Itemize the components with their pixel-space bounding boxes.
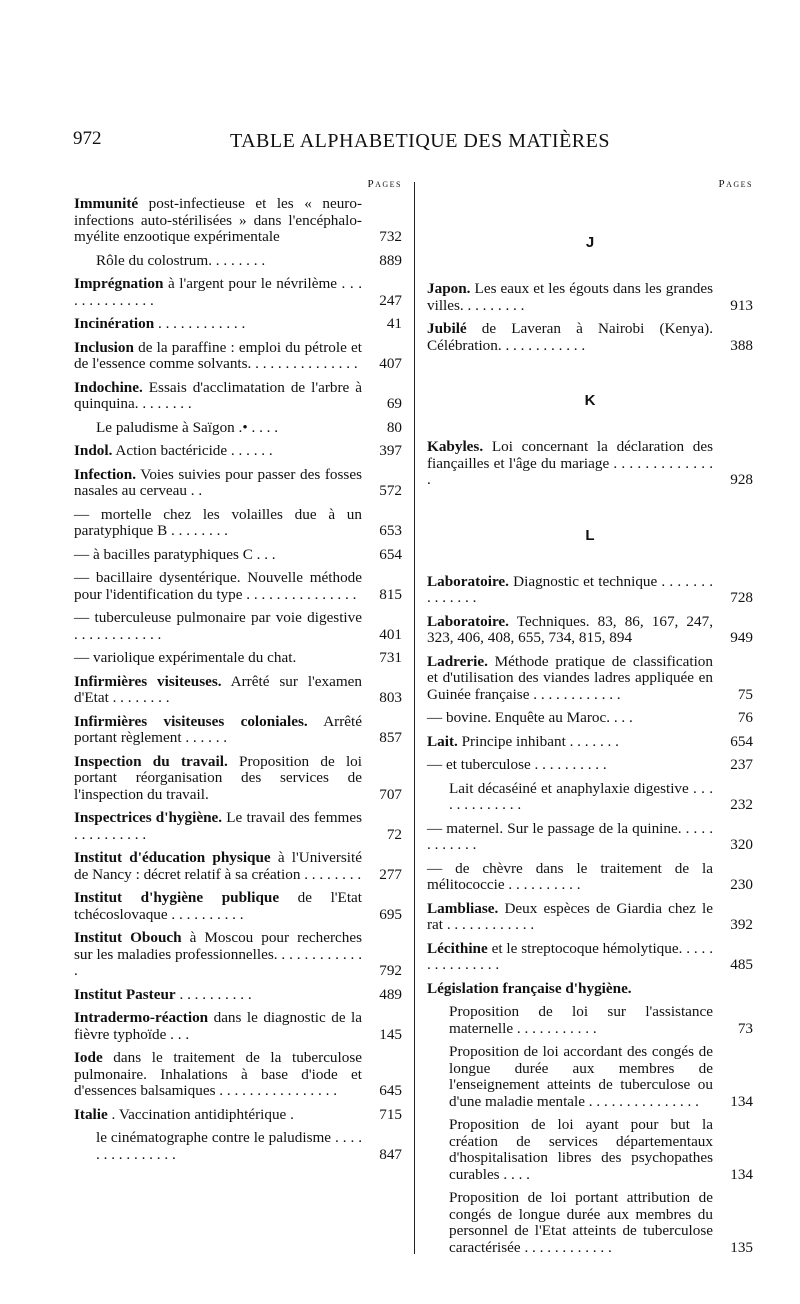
index-entry	[74, 674, 402, 707]
entry-description: — mortelle chez les volailles due à un paratyphique B . . . . . . . .	[74, 505, 362, 539]
entry-heading: Institut Obouch	[74, 929, 182, 946]
entry-text	[74, 810, 362, 843]
entry-text	[74, 1050, 362, 1100]
index-entry	[427, 439, 753, 489]
pages-label: Pages	[718, 178, 753, 190]
entry-page-number: 388	[730, 336, 753, 354]
entry-page-number: 277	[379, 865, 402, 883]
index-entry	[427, 1190, 753, 1256]
entry-page-number: 707	[379, 785, 402, 803]
entry-description: Le paludisme à Saïgon .• . . . .	[96, 418, 279, 436]
entry-text	[427, 757, 713, 774]
entry-heading: Institut Pasteur	[74, 985, 176, 1003]
left-column	[74, 178, 402, 1170]
entry-text	[74, 253, 362, 270]
entry-heading: Laboratoire.	[427, 612, 509, 630]
entry-text	[427, 734, 713, 751]
index-entry	[74, 380, 402, 413]
entry-page-number: 73	[737, 1019, 753, 1037]
column-divider	[414, 182, 415, 1254]
index-entry	[427, 861, 753, 894]
entry-text	[74, 570, 362, 603]
entry-description: — et tuberculose . . . . . . . . . .	[427, 756, 607, 773]
entry-text	[74, 890, 362, 923]
page-title: TABLE ALPHABETIQUE DES MATIÈRES	[229, 130, 610, 152]
entry-heading: Infection.	[74, 465, 137, 483]
index-entry	[427, 574, 753, 607]
entry-page-number: 230	[730, 876, 753, 893]
entry-description: — bovine. Enquête au Maroc. . . .	[427, 709, 633, 726]
entry-text	[74, 850, 362, 883]
entry-description: . Vaccination antidiphtérique .	[107, 1105, 294, 1123]
index-entry	[427, 781, 753, 814]
entry-description: — bacillaire dysentérique. Nouvelle méthode pour l'identification du type . . . . . . . . . . . . . . .	[74, 569, 362, 603]
entry-description: post-infectieuse et les « neuro-infections auto-stérilisées » dans l'encéphalo-myélite enzootique expérimentale	[74, 195, 362, 245]
entry-text	[427, 981, 713, 998]
entry-page-number: 69	[386, 395, 402, 412]
entry-page-number: 232	[730, 796, 753, 813]
section-letter: K	[584, 392, 596, 409]
entry-description: Proposition de loi accordant des congés de longue durée aux membres de l'enseignement atteints de tuberculose ou d'une maladie mentale . . . . . . . . . . . . . . .	[449, 1043, 713, 1110]
entry-heading: Intradermo-réaction	[74, 1009, 209, 1026]
entry-description: Méthode pratique de classification et d'utilisation des viandes ladres appliquée en Guinée française . . . . . . . . . . . .	[427, 652, 713, 703]
entry-description: de l'Etat tchécoslovaque . . . . . . . . . .	[74, 889, 362, 923]
index-entry	[427, 1044, 753, 1110]
index-entry	[74, 810, 402, 843]
entry-heading: Institut d'éducation physique	[74, 849, 271, 866]
entry-description: Principe inhibant . . . . . . .	[457, 732, 619, 750]
entry-text	[427, 821, 713, 854]
index-entry	[74, 253, 402, 270]
index-entry	[427, 710, 753, 727]
index-entry	[427, 821, 753, 854]
entry-description: Proposition de loi sur l'assistance maternelle . . . . . . . . . . .	[449, 1003, 713, 1037]
entry-text	[74, 443, 362, 460]
entry-text	[427, 614, 713, 647]
index-entry	[427, 1004, 753, 1037]
left-entries	[74, 196, 402, 1163]
entry-page-number: 654	[730, 732, 753, 750]
index-entry	[74, 650, 402, 667]
index-entry	[427, 981, 753, 998]
entry-page-number: 247	[379, 291, 402, 309]
entry-text	[74, 380, 362, 413]
index-entry	[74, 420, 402, 437]
entry-text	[427, 901, 713, 934]
entry-heading: Iode	[74, 1049, 103, 1066]
entry-page-number: 489	[379, 985, 402, 1003]
entry-description: — variolique expérimentale du chat.	[74, 649, 297, 666]
entry-description: Loi concernant la déclaration des fiançailles et l'âge du mariage . . . . . . . . . . . . . .	[427, 438, 713, 488]
entry-page-number: 889	[379, 251, 402, 269]
entry-page-number: 397	[379, 442, 402, 459]
entry-description: . . . . . . . . . .	[175, 985, 252, 1003]
index-entry	[427, 901, 753, 934]
entry-page-number: 401	[379, 625, 402, 643]
index-entry	[427, 654, 753, 704]
entry-description: Voies suivies pour passer des fosses nasales au cerveau . .	[74, 465, 362, 499]
entry-heading: Législation française d'hygiène.	[427, 979, 632, 997]
index-entry	[427, 757, 753, 774]
entry-page-number: 731	[379, 649, 402, 666]
entry-heading: Japon.	[427, 280, 471, 297]
entry-page-number: 75	[737, 685, 753, 703]
entry-page-number: 815	[379, 585, 402, 603]
index-entry	[74, 570, 402, 603]
index-entry	[74, 850, 402, 883]
entry-description: à l'argent pour le névrilème . . . . . . . . . . . . . .	[74, 275, 362, 309]
entry-page-number: 41	[386, 315, 402, 332]
entry-page-number: 857	[379, 729, 402, 746]
entry-text	[74, 196, 362, 246]
entry-text	[427, 654, 713, 704]
entry-heading: Imprégnation	[74, 275, 164, 292]
entry-heading: Lambliase.	[427, 899, 499, 917]
entry-description: Diagnostic et technique . . . . . . . . . . . . . .	[427, 572, 713, 606]
entry-page-number: 76	[737, 709, 753, 726]
entry-text	[74, 610, 362, 643]
index-entry	[427, 941, 753, 974]
entry-description: Lait décaséiné et anaphylaxie digestive . . . . . . . . . . . . .	[449, 779, 713, 813]
entry-page-number: 847	[379, 1145, 402, 1163]
index-entry	[427, 321, 753, 354]
entry-heading: Indochine.	[74, 378, 143, 396]
entry-description: Proposition de loi portant attribution de congés de longue durée aux membres du personnel de l'Etat atteints de tuberculose caractérisée . . . . . . . . . . . .	[449, 1189, 713, 1256]
index-entry	[74, 714, 402, 747]
entry-heading: Inspectrices d'hygiène.	[74, 809, 223, 826]
entry-text	[74, 547, 362, 564]
entry-description: Rôle du colostrum. . . . . . . .	[96, 251, 266, 269]
entry-page-number: 654	[379, 545, 402, 563]
entry-text	[427, 710, 713, 727]
entry-text	[427, 781, 713, 814]
entry-description: — tuberculeuse pulmonaire par voie digestive . . . . . . . . . . . .	[74, 609, 362, 643]
entry-text	[427, 281, 713, 314]
section-letter: J	[585, 234, 595, 251]
entry-text	[427, 574, 713, 607]
index-entry	[74, 340, 402, 373]
entry-text	[427, 861, 713, 894]
entry-page-number: 407	[379, 355, 402, 372]
entry-heading: Lécithine	[427, 939, 488, 957]
entry-text	[427, 321, 713, 354]
index-entry	[427, 734, 753, 751]
entry-text	[74, 420, 362, 437]
entry-heading: Incinération	[74, 315, 155, 332]
entry-description: Arrêté sur l'examen d'Etat . . . . . . . .	[74, 672, 363, 706]
entry-description: le cinématographe contre le paludisme . . . . . . . . . . . . . . .	[96, 1129, 362, 1163]
index-entry	[74, 754, 402, 804]
entry-page-number: 145	[379, 1025, 402, 1043]
entry-description: Le travail des femmes . . . . . . . . . .	[74, 809, 362, 843]
entry-description: — à bacilles paratyphiques C . . .	[74, 545, 276, 563]
entry-description: à l'Université de Nancy : décret relatif à sa création . . . . . . . .	[74, 849, 362, 883]
entry-text	[74, 650, 362, 667]
pages-label: Pages	[367, 178, 402, 190]
index-entry	[74, 547, 402, 564]
entry-heading: Lait.	[427, 732, 458, 750]
entry-page-number: 645	[379, 1082, 402, 1099]
entry-description: Action bactéricide . . . . . .	[112, 442, 273, 459]
entry-description: de Laveran à Nairobi (Kenya). Célébration. . . . . . . . . . . .	[427, 320, 713, 354]
index-entry	[74, 1130, 402, 1163]
entry-heading: Laboratoire.	[427, 572, 509, 590]
entry-page-number: 320	[730, 836, 753, 853]
entry-description: Techniques. 83, 86, 167, 247, 323, 406, 408, 655, 734, 815, 894	[427, 612, 713, 646]
right-column	[427, 178, 753, 1263]
entry-text	[74, 1107, 362, 1124]
entry-description: Essais d'acclimatation de l'arbre à quinquina. . . . . . . .	[74, 378, 362, 412]
entry-heading: Inspection du travail.	[74, 752, 228, 770]
entry-description: dans le diagnostic de la fièvre typhoïde . . .	[74, 1009, 362, 1043]
entry-heading: Infirmières visiteuses.	[74, 672, 222, 690]
page-number: 972	[73, 128, 102, 149]
entry-description: à Moscou pour recherches sur les maladies professionnelles. . . . . . . . . . . . .	[74, 929, 362, 979]
entry-text	[74, 276, 362, 309]
index-entry	[74, 890, 402, 923]
entry-text	[427, 1004, 713, 1037]
entry-text	[74, 754, 362, 804]
entry-text	[74, 1010, 362, 1043]
entry-description: Deux espèces de Giardia chez le rat . . . . . . . . . . . .	[427, 899, 713, 933]
index-entry	[427, 1117, 753, 1183]
entry-heading: Indol.	[74, 442, 113, 459]
index-entry	[74, 507, 402, 540]
entry-text	[74, 1130, 362, 1163]
entry-text	[74, 674, 362, 707]
index-entry	[74, 316, 402, 333]
entry-text	[427, 1044, 713, 1110]
index-entry	[74, 610, 402, 643]
entry-text	[74, 714, 362, 747]
entry-page-number: 913	[730, 296, 753, 314]
entry-page-number: 695	[379, 905, 402, 923]
entry-heading: Inclusion	[74, 338, 134, 356]
entry-text	[74, 340, 362, 373]
entry-page-number: 485	[730, 956, 753, 973]
entry-description: Proposition de loi portant réorganisation des services de l'inspection du travail.	[74, 752, 362, 803]
entry-text	[74, 930, 362, 980]
entry-description: Arrêté portant règlement . . . . . .	[74, 712, 362, 746]
entry-page-number: 135	[730, 1238, 753, 1256]
entry-description: — de chèvre dans le traitement de la mélitococcie . . . . . . . . . .	[427, 859, 713, 893]
entry-text	[74, 987, 362, 1004]
entry-text	[74, 316, 362, 333]
entry-page-number: 392	[730, 916, 753, 933]
index-entry	[74, 443, 402, 460]
index-entry	[74, 1010, 402, 1043]
entry-text	[74, 467, 362, 500]
entry-page-number: 134	[730, 1092, 753, 1110]
entry-description: . . . . . . . . . . . .	[154, 315, 246, 332]
entry-page-number: 803	[379, 689, 402, 706]
entry-heading: Italie	[74, 1105, 108, 1123]
section-letter: L	[585, 526, 595, 544]
entry-text	[427, 1190, 713, 1256]
entry-page-number: 715	[379, 1105, 402, 1123]
entry-page-number: 80	[386, 418, 402, 436]
entry-page-number: 653	[379, 522, 402, 539]
index-entry	[427, 614, 753, 647]
index-entry	[74, 1050, 402, 1100]
entry-heading: Kabyles.	[427, 438, 484, 455]
entry-page-number: 928	[730, 471, 753, 488]
entry-page-number: 792	[379, 962, 402, 979]
index-entry	[74, 276, 402, 309]
entry-description: dans le traitement de la tuberculose pulmonaire. Inhalations à base d'iode et d'essences balsamiques . . . . . . . . . . . . . . . .	[74, 1049, 362, 1099]
entry-description: Proposition de loi ayant pour but la création de services départementaux d'hospitalisation libres des psychopathes curables . . . .	[449, 1116, 713, 1183]
index-entry	[74, 930, 402, 980]
entry-heading: Immunité	[74, 195, 139, 212]
index-entry	[74, 1107, 402, 1124]
entry-page-number: 949	[730, 629, 753, 646]
entry-page-number: 728	[730, 589, 753, 606]
entry-page-number: 572	[379, 482, 402, 499]
entry-heading: Infirmières visiteuses coloniales.	[74, 712, 308, 730]
entry-page-number: 237	[730, 756, 753, 773]
entry-heading: Jubilé	[427, 320, 467, 337]
index-entry	[74, 196, 402, 246]
index-entry	[427, 281, 753, 314]
entry-description: et le streptocoque hémolytique. . . . . . . . . . . . . . .	[427, 939, 713, 973]
entry-page-number: 72	[386, 825, 402, 843]
index-entry	[74, 467, 402, 500]
entry-page-number: 732	[379, 228, 402, 245]
entry-text	[427, 1117, 713, 1183]
entry-heading: Ladrerie.	[427, 652, 488, 670]
index-entry	[74, 987, 402, 1004]
entry-text	[427, 439, 713, 489]
entry-description: — maternel. Sur le passage de la quinine. . . . . . . . . . . .	[427, 819, 713, 853]
entry-text	[427, 941, 713, 974]
entry-description: Les eaux et les égouts dans les grandes villes. . . . . . . . .	[427, 280, 713, 314]
entry-description: de la paraffine : emploi du pétrole et de l'essence comme solvants. . . . . . . . . . . . . . .	[74, 338, 362, 372]
entry-text	[74, 507, 362, 540]
entry-page-number: 134	[730, 1165, 753, 1183]
entry-heading: Institut d'hygiène publique	[74, 889, 280, 906]
right-sections	[427, 234, 753, 1256]
